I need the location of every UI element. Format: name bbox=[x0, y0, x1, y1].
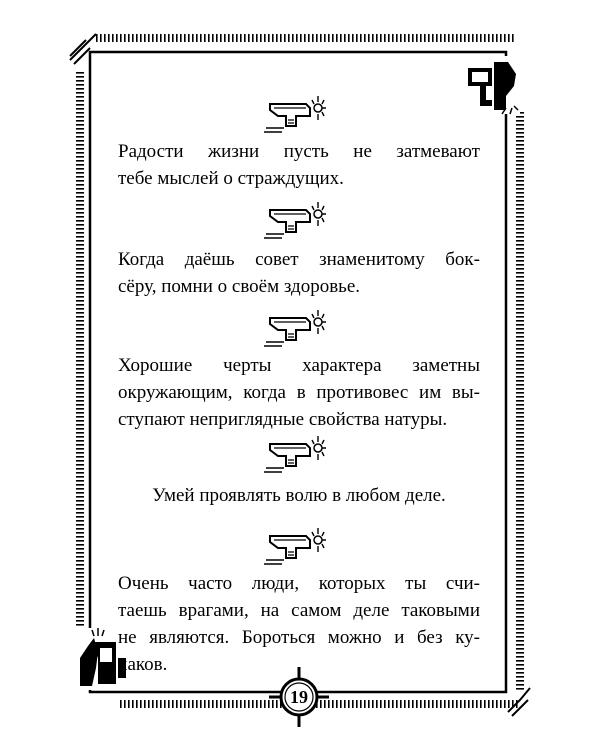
paragraph-line: Когда даёшь совет знаменитому бок- bbox=[118, 249, 480, 270]
spur-boot-icon bbox=[262, 432, 336, 476]
frame-left-ticks bbox=[76, 70, 84, 630]
spur-boot-icon bbox=[262, 92, 336, 136]
paragraph-line: таешь врагами, на самом деле таковыми bbox=[118, 600, 480, 621]
paragraph-line: ступают неприглядные свойства натуры. bbox=[118, 409, 448, 430]
page-number: 19 bbox=[290, 687, 308, 707]
paragraph-line: окружающим, когда в противовес им вы- bbox=[118, 382, 480, 403]
spur-boot-icon bbox=[262, 524, 336, 568]
paragraph-line: сёру, помни о своём здоровье. bbox=[118, 276, 361, 297]
boxer-corner-top-right bbox=[462, 56, 520, 114]
paragraph-1 bbox=[118, 138, 480, 192]
paragraph-line: тебе мыслей о страждущих. bbox=[118, 168, 344, 189]
paragraph-line: Радости жизни пусть не затмевают bbox=[118, 141, 480, 162]
paragraph-line: Очень часто люди, которых ты счи- bbox=[118, 573, 480, 594]
paragraph-2 bbox=[118, 246, 480, 300]
paragraph-line: Хорошие черты характера заметны bbox=[118, 355, 480, 376]
paragraph-line: не являются. Бороться можно и без ку- bbox=[118, 627, 480, 648]
frame-right-ticks bbox=[516, 110, 524, 690]
frame-bottom-ticks bbox=[120, 700, 520, 708]
paragraph-3 bbox=[118, 352, 480, 433]
spur-boot-icon bbox=[262, 198, 336, 242]
paragraph-line: лаков. bbox=[118, 654, 168, 675]
spur-boot-icon bbox=[262, 306, 336, 350]
frame-top-ticks bbox=[96, 34, 516, 42]
paragraph-4 bbox=[118, 482, 480, 509]
corner-top-left bbox=[70, 34, 96, 64]
paragraph-line: Умей проявлять волю в любом деле. bbox=[152, 485, 446, 506]
paragraph-5 bbox=[118, 570, 480, 678]
